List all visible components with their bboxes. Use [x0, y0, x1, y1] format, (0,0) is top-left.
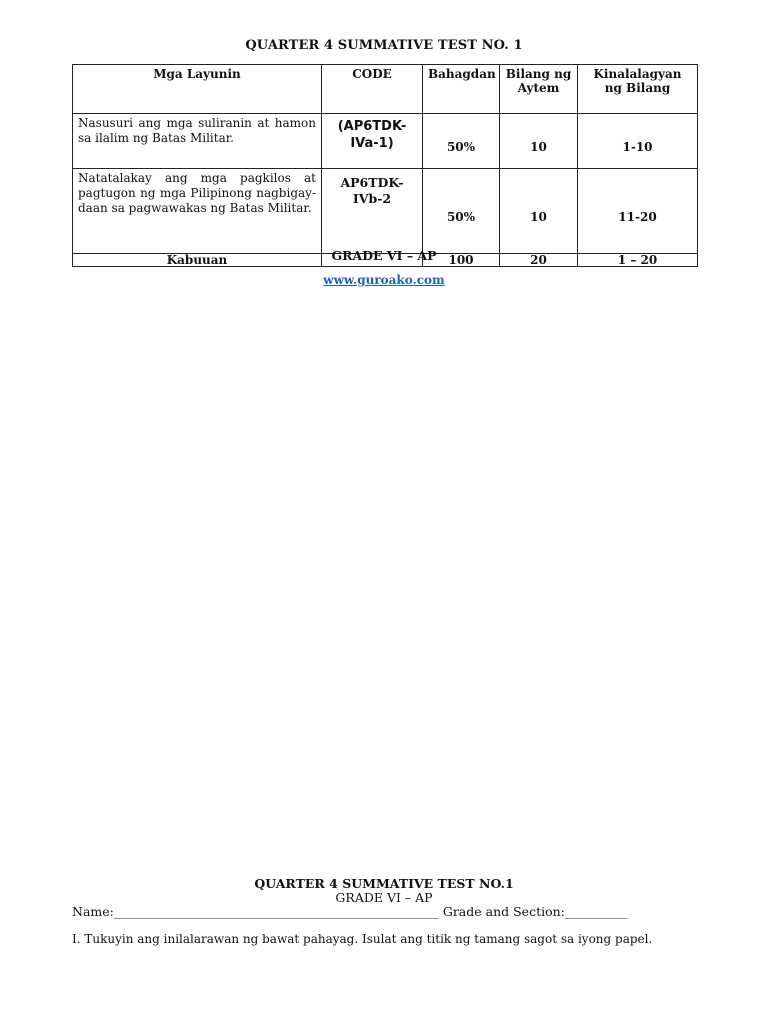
objective-cell: Nasusuri ang mga suliranin at hamon sa ilalim ng Batas Militar.: [73, 114, 322, 169]
name-section-line: [72, 904, 712, 919]
percent-cell: 50%: [423, 169, 500, 254]
total-placement: 1 – 20: [578, 254, 698, 267]
header-code: CODE: [322, 65, 423, 114]
header-percent: Bahagdan: [423, 65, 500, 114]
instruction-text: I. Tukuyin ang inilalarawan ng bawat pahayag. Isulat ang titik ng tamang sagot sa iyong papel.: [72, 932, 653, 946]
footer-grade: GRADE VI – AP: [335, 890, 433, 905]
section-blank: __________: [564, 904, 628, 919]
table-row: [73, 169, 698, 254]
header-placement: Kinalalagyan ng Bilang: [578, 65, 698, 114]
site-link[interactable]: www.guroako.com: [323, 273, 445, 287]
footer-title: QUARTER 4 SUMMATIVE TEST NO.1: [254, 876, 514, 891]
header-items: Bilang ng Aytem: [500, 65, 578, 114]
name-label: Name:: [72, 904, 114, 919]
items-cell: 10: [500, 169, 578, 254]
total-label: Kabuuan: [73, 254, 322, 267]
site-link-container: [0, 273, 768, 287]
percent-cell: 50%: [423, 114, 500, 169]
placement-cell: 1-10: [578, 114, 698, 169]
code-cell: (AP6TDK-IVa-1): [322, 114, 423, 169]
specification-table: [72, 64, 698, 267]
name-blank: ____________________________________________________: [113, 904, 439, 919]
total-percent: 100: [423, 254, 500, 267]
table-header-row: [73, 65, 698, 114]
objective-cell: Natatalakay ang mga pagkilos at pagtugon ng mga Pilipinong nagbigay-daan sa pagwawakas ng Batas Militar.: [73, 169, 322, 254]
table-row: [73, 114, 698, 169]
section-label: Grade and Section:: [442, 904, 565, 919]
code-cell: AP6TDK-IVb-2: [322, 169, 423, 254]
page-title: QUARTER 4 SUMMATIVE TEST NO. 1: [245, 38, 523, 53]
header-objectives: Mga Layunin: [73, 65, 322, 114]
grade-label: GRADE VI – AP: [331, 248, 437, 263]
total-items: 20: [500, 254, 578, 267]
items-cell: 10: [500, 114, 578, 169]
placement-cell: 11-20: [578, 169, 698, 254]
